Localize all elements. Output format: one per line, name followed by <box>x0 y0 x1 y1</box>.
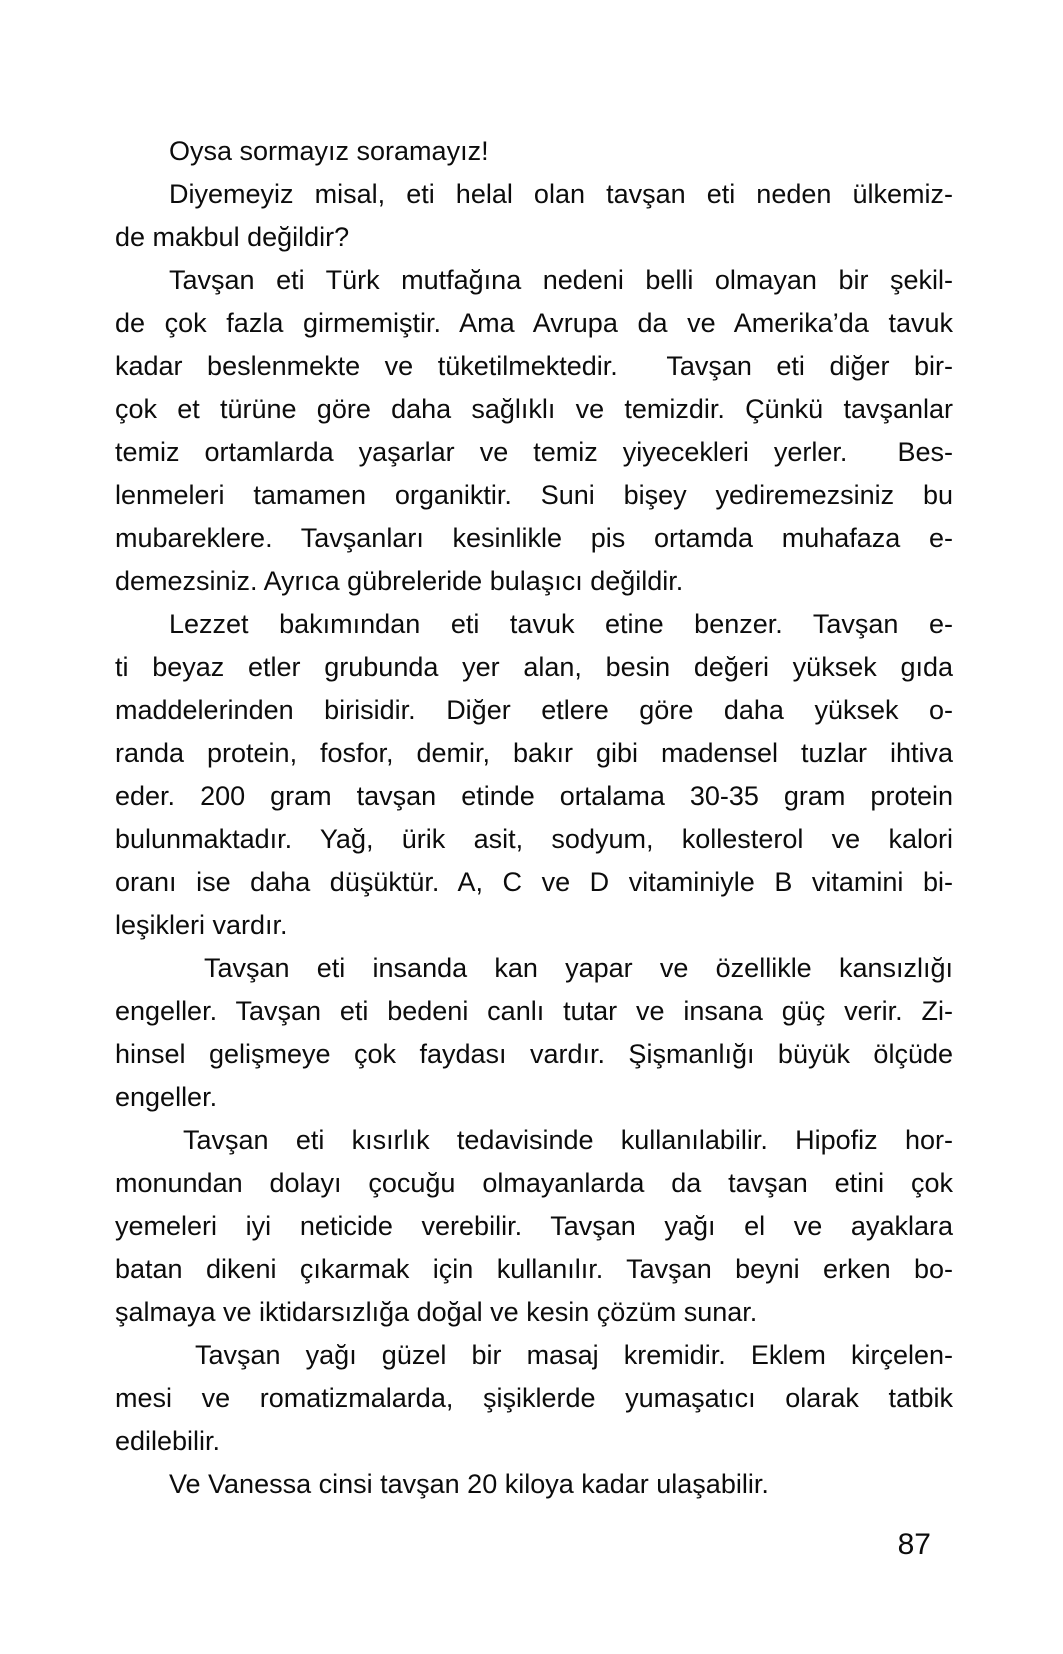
text-line: randa protein, fosfor, demir, bakır gibi madensel tuzlar ihtiva <box>115 738 953 768</box>
paragraph <box>115 1463 953 1506</box>
text-line: oranı ise daha düşüktür. A, C ve D vitaminiyle B vitamini bi- <box>115 867 953 897</box>
paragraph <box>115 1334 953 1463</box>
text-line: temiz ortamlarda yaşarlar ve temiz yiyecekleri yerler. Bes- <box>115 437 953 467</box>
paragraph <box>115 130 953 173</box>
text-line: leşikleri vardır. <box>115 910 288 940</box>
text-line: maddelerinden birisidir. Diğer etlere göre daha yüksek o- <box>115 695 953 725</box>
paragraph <box>115 259 953 603</box>
text-line: monundan dolayı çocuğu olmayanlarda da tavşan etini çok <box>115 1168 953 1198</box>
text-line: de makbul değildir? <box>115 222 350 252</box>
text-line: Lezzet bakımından eti tavuk etine benzer. Tavşan e- <box>169 609 953 639</box>
text-line: şalmaya ve iktidarsızlığa doğal ve kesin çözüm sunar. <box>115 1297 758 1327</box>
text-line: Tavşan eti Türk mutfağına nedeni belli olmayan bir şekil- <box>169 265 953 295</box>
text-line: engeller. <box>115 1082 218 1112</box>
paragraph <box>115 947 953 1119</box>
paragraph <box>115 603 953 947</box>
page-number: 87 <box>897 1528 931 1561</box>
text-line: mesi ve romatizmalarda, şişiklerde yumaşatıcı olarak tatbik <box>115 1383 953 1413</box>
text-line: Oysa sormayız soramayız! <box>169 136 489 166</box>
text-line: edilebilir. <box>115 1426 221 1456</box>
text-line: ti beyaz etler grubunda yer alan, besin değeri yüksek gıda <box>115 652 953 682</box>
text-line: Tavşan eti kısırlık tedavisinde kullanılabilir. Hipofiz hor- <box>183 1125 953 1155</box>
text-line: batan dikeni çıkarmak için kullanılır. Tavşan beyni erken bo- <box>115 1254 953 1284</box>
text-line: engeller. Tavşan eti bedeni canlı tutar ve insana güç verir. Zi- <box>115 996 953 1026</box>
text-line: hinsel gelişmeye çok faydası vardır. Şişmanlığı büyük ölçüde <box>115 1039 953 1069</box>
text-line: bulunmaktadır. Yağ, ürik asit, sodyum, kollesterol ve kalori <box>115 824 953 854</box>
text-line: demezsiniz. Ayrıca gübreleride bulaşıcı değildir. <box>115 566 684 596</box>
text-line: çok et türüne göre daha sağlıklı ve temizdir. Çünkü tavşanlar <box>115 394 953 424</box>
text-line: eder. 200 gram tavşan etinde ortalama 30-35 gram protein <box>115 781 953 811</box>
text-line: kadar beslenmekte ve tüketilmektedir. Tavşan eti diğer bir- <box>115 351 953 381</box>
text-line: Diyemeyiz misal, eti helal olan tavşan eti neden ülkemiz- <box>169 179 953 209</box>
text-line: de çok fazla girmemiştir. Ama Avrupa da ve Amerika’da tavuk <box>115 308 953 338</box>
text-line: yemeleri iyi neticide verebilir. Tavşan yağı el ve ayaklara <box>115 1211 953 1241</box>
paragraph <box>115 1119 953 1334</box>
paragraph <box>115 173 953 259</box>
text-line: Ve Vanessa cinsi tavşan 20 kiloya kadar ulaşabilir. <box>169 1469 769 1499</box>
text-line: mubareklere. Tavşanları kesinlikle pis ortamda muhafaza e- <box>115 523 953 553</box>
text-line: lenmeleri tamamen organiktir. Suni bişey yediremezsiniz bu <box>115 480 953 510</box>
body-text-block <box>115 130 953 1506</box>
text-line: Tavşan yağı güzel bir masaj kremidir. Eklem kirçelen- <box>195 1340 953 1370</box>
text-line: Tavşan eti insanda kan yapar ve özellikle kansızlığı <box>204 953 953 983</box>
